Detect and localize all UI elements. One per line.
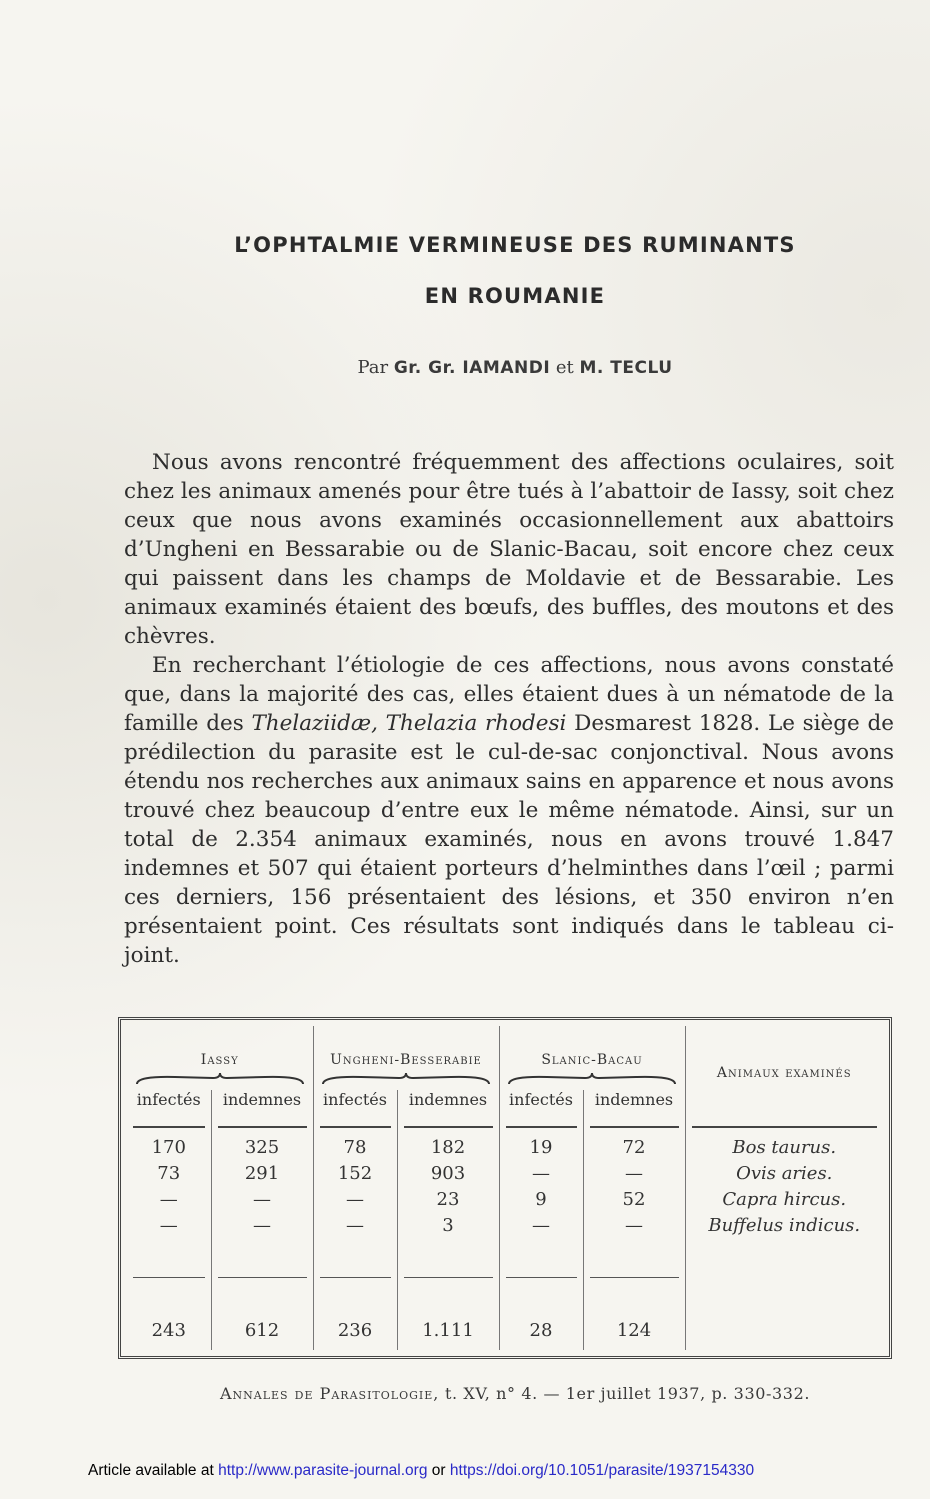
table-cell: 325: [211, 1134, 313, 1160]
table-row: [127, 1186, 883, 1212]
table-cell: —: [211, 1212, 313, 1238]
table-cell: —: [499, 1212, 583, 1238]
journal-name: Annales de Parasitologie,: [219, 1384, 440, 1403]
article-prefix: Article available at: [88, 1462, 214, 1479]
subheader-indemnes: indemnes: [583, 1090, 685, 1120]
doi-link[interactable]: https://doi.org/10.1051/parasite/1937154330: [449, 1462, 755, 1479]
table-row: [127, 1160, 883, 1186]
total-cell: 612: [211, 1310, 313, 1350]
subheader-infectes: infectés: [499, 1090, 583, 1120]
paragraph-1: Nous avons rencontré fréquemment des affections oculaires, soit chez les animaux amenés pour être tués à l’abattoir de Iassy, soit chez ceux que nous avons examinés occasionnellement aux abattoirs d’Ungheni en Bessarabie ou de Slanic-Bacau, soit encore chez ceux qui paissent dans les champs de Moldavie et de Bessarabie. Les animaux examinés étaient des bœufs, des buffles, des moutons et des chèvres.: [124, 450, 894, 649]
totals-rule: [127, 1238, 883, 1310]
table-cell: 170: [151, 1136, 186, 1158]
total-cell: 124: [583, 1310, 685, 1350]
article-or: or: [431, 1462, 446, 1479]
animals-header: Animaux examinés: [685, 1026, 883, 1120]
table-cell: 903: [397, 1160, 499, 1186]
table-cell: 291: [211, 1160, 313, 1186]
table-cell: 72: [583, 1134, 685, 1160]
article-title-line-1: L’OPHTALMIE VERMINEUSE DES RUMINANTS: [234, 233, 796, 257]
total-cell: 28: [499, 1310, 583, 1350]
table-cell: 23: [397, 1186, 499, 1212]
table-row: [127, 1134, 883, 1160]
table-cell: —: [159, 1188, 178, 1210]
brace-slanic: [499, 1068, 685, 1090]
paragraph-2: [124, 651, 894, 970]
table-cell: —: [583, 1212, 685, 1238]
table-cell: —: [211, 1186, 313, 1212]
byline-conj: et: [555, 357, 574, 378]
table-cell: 182: [397, 1134, 499, 1160]
table-cell: 78: [313, 1134, 397, 1160]
table-cell: —: [159, 1214, 178, 1236]
group-header-slanic: Slanic-Bacau: [499, 1026, 685, 1068]
table-cell: 73: [157, 1162, 181, 1184]
table-cell: —: [313, 1186, 397, 1212]
table-cell: —: [313, 1212, 397, 1238]
table-cell: 52: [583, 1186, 685, 1212]
subheader-infectes: infectés: [313, 1090, 397, 1120]
table-row: [127, 1212, 883, 1238]
total-cell: 1.111: [397, 1310, 499, 1350]
header-rule: [127, 1120, 883, 1134]
table-cell: —: [499, 1160, 583, 1186]
byline: [0, 357, 930, 378]
species-label: Capra hircus.: [685, 1186, 883, 1212]
article-availability: [88, 1462, 754, 1480]
author-1: Gr. Gr. IAMANDI: [393, 358, 551, 378]
total-cell: 236: [313, 1310, 397, 1350]
table-cell: 152: [313, 1160, 397, 1186]
table-cell: 3: [397, 1212, 499, 1238]
table-cell: 19: [499, 1134, 583, 1160]
citation-details: t. XV, n° 4. — 1er juillet 1937, p. 330-332.: [445, 1384, 811, 1403]
citation-footer: [0, 1384, 930, 1403]
species-label: Ovis aries.: [685, 1160, 883, 1186]
species-label: Bos taurus.: [685, 1134, 883, 1160]
subheader-indemnes: indemnes: [397, 1090, 499, 1120]
brace-ungheni: [313, 1068, 499, 1090]
table-cell: 9: [499, 1186, 583, 1212]
species-name: Thelaziidæ, Thelazia rhodesi: [251, 711, 567, 736]
body-text: [124, 448, 894, 970]
subheader-infectes: infectés: [136, 1090, 201, 1109]
paragraph-2-part-2: Desmarest 1828. Le siège de prédilection du parasite est le cul-de-sac conjonctival. Nous avons étendu nos recherches aux animaux sains en apparence et nous avons trouvé chez beaucoup d’entre eux le même nématode. Ainsi, sur un total de 2.354 animaux examinés, nous en avons trouvé 1.847 indemnes et 507 qui étaient porteurs d’helminthes dans l’œil ; parmi ces derniers, 156 présentaient des lésions, et 350 environ n’en présentaient point. Ces résultats sont indiqués dans le tableau ci-joint.: [124, 711, 894, 968]
total-cell: 243: [151, 1319, 186, 1341]
table-cell: —: [583, 1160, 685, 1186]
brace-iassy: [127, 1068, 313, 1090]
article-title-line-2: EN ROUMANIE: [424, 284, 606, 308]
results-table: [127, 1026, 883, 1350]
byline-prefix: Par: [357, 357, 389, 378]
author-2: M. TECLU: [579, 358, 673, 378]
totals-row: [127, 1310, 883, 1350]
group-header-iassy: Iassy: [200, 1052, 239, 1068]
species-label: Buffelus indicus.: [685, 1212, 883, 1238]
subheader-indemnes: indemnes: [211, 1090, 313, 1120]
journal-link[interactable]: http://www.parasite-journal.org: [218, 1462, 428, 1479]
group-header-ungheni: Ungheni-Besserabie: [313, 1026, 499, 1068]
paragraph-2-part-1: En recherchant l’étiologie de ces affections, nous avons constaté que, dans la majorité des cas, elles étaient dues à un nématode de la famille des: [124, 653, 894, 736]
results-table-frame: [118, 1017, 892, 1359]
